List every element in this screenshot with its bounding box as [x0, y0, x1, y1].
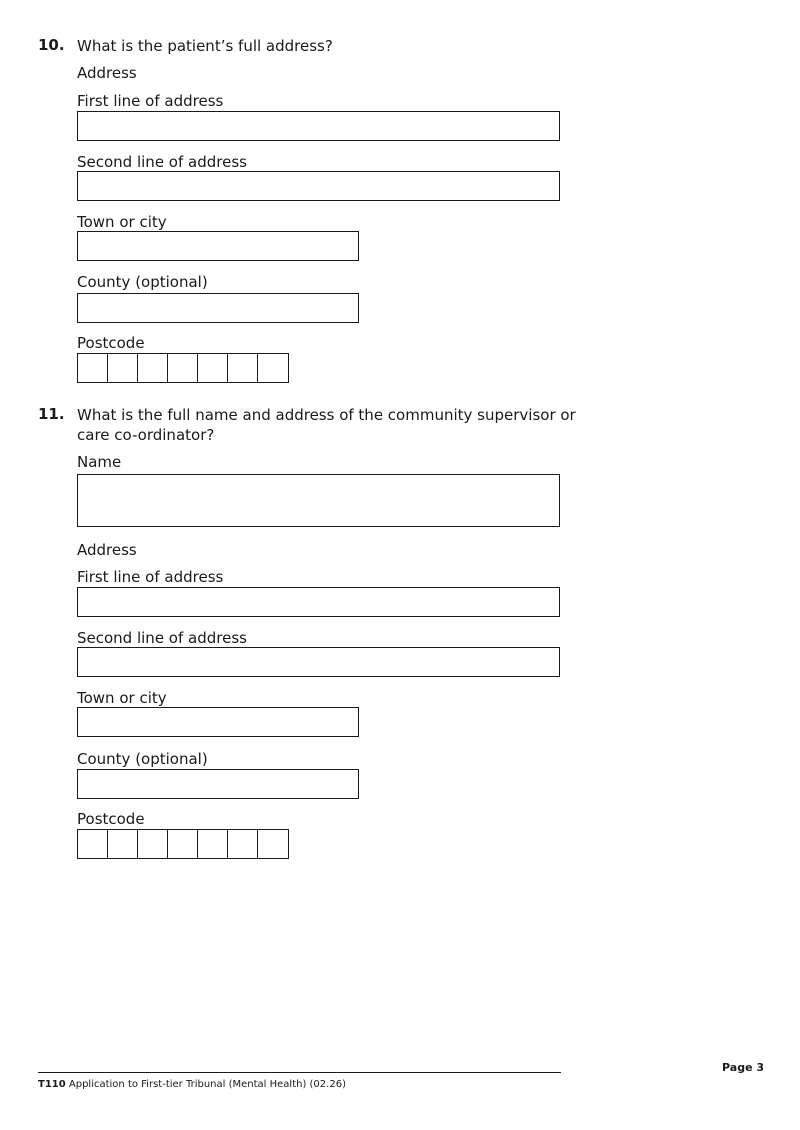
supervisor-town-field[interactable] — [77, 707, 359, 737]
postcode-label: Postcode — [77, 810, 145, 828]
patient-address-line1-field[interactable] — [77, 111, 560, 141]
postcode-cell[interactable] — [78, 354, 108, 382]
postcode-cell[interactable] — [258, 354, 288, 382]
county-label: County (optional) — [77, 273, 208, 291]
first-line-label: First line of address — [77, 568, 224, 586]
town-label: Town or city — [77, 689, 167, 707]
supervisor-postcode-field[interactable] — [77, 829, 289, 859]
footer-divider — [38, 1072, 561, 1073]
patient-town-field[interactable] — [77, 231, 359, 261]
address-heading: Address — [77, 64, 137, 82]
postcode-cell[interactable] — [168, 354, 198, 382]
postcode-cell[interactable] — [198, 354, 228, 382]
postcode-cell[interactable] — [228, 354, 258, 382]
supervisor-county-field[interactable] — [77, 769, 359, 799]
supervisor-address-line1-field[interactable] — [77, 587, 560, 617]
question-text-11-line1: What is the full name and address of the community supervisor or — [77, 406, 576, 424]
patient-postcode-field[interactable] — [77, 353, 289, 383]
second-line-label: Second line of address — [77, 153, 247, 171]
address-heading: Address — [77, 541, 137, 559]
postcode-cell[interactable] — [228, 830, 258, 858]
postcode-label: Postcode — [77, 334, 145, 352]
form-code: T110 — [38, 1079, 66, 1090]
postcode-cell[interactable] — [138, 830, 168, 858]
supervisor-address-line2-field[interactable] — [77, 647, 560, 677]
second-line-label: Second line of address — [77, 629, 247, 647]
patient-address-line2-field[interactable] — [77, 171, 560, 201]
postcode-cell[interactable] — [78, 830, 108, 858]
footer-form-reference — [38, 1079, 346, 1090]
postcode-cell[interactable] — [258, 830, 288, 858]
postcode-cell[interactable] — [108, 354, 138, 382]
town-label: Town or city — [77, 213, 167, 231]
page-number: Page 3 — [722, 1061, 765, 1074]
supervisor-name-field[interactable] — [77, 474, 560, 527]
postcode-cell[interactable] — [198, 830, 228, 858]
form-title: Application to First-tier Tribunal (Mental Health) (02.26) — [68, 1079, 346, 1090]
question-text-10: What is the patient’s full address? — [77, 37, 333, 55]
postcode-cell[interactable] — [138, 354, 168, 382]
question-text-11-line2: care co-ordinator? — [77, 426, 215, 444]
postcode-cell[interactable] — [168, 830, 198, 858]
question-number-11: 11. — [38, 405, 65, 423]
postcode-cell[interactable] — [108, 830, 138, 858]
name-label: Name — [77, 453, 122, 471]
patient-county-field[interactable] — [77, 293, 359, 323]
first-line-label: First line of address — [77, 92, 224, 110]
question-number-10: 10. — [38, 36, 65, 54]
county-label: County (optional) — [77, 750, 208, 768]
